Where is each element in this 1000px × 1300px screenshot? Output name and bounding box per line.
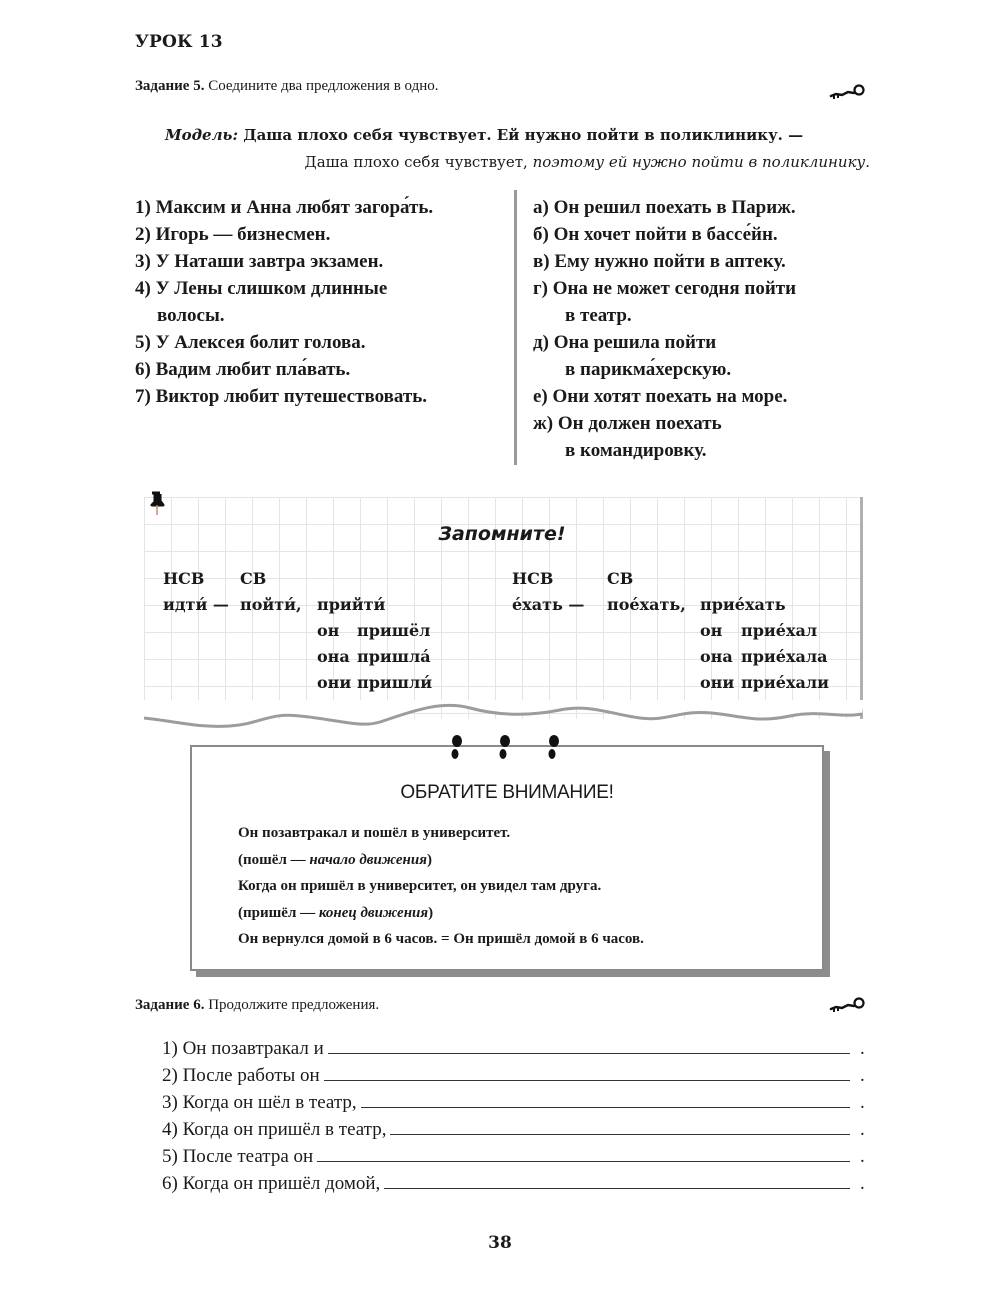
line-tail: ) <box>428 904 434 921</box>
list-item: в) Ему нужно пойти в аптеку. <box>533 251 786 272</box>
period: . <box>860 1173 865 1194</box>
model-label: Модель: <box>165 126 238 144</box>
list-item: ж) Он должен поехать <box>533 413 722 434</box>
verb-form: прие́хал <box>741 621 818 640</box>
list-item: а) Он решил поехать в Париж. <box>533 197 796 218</box>
exercise-prompt: 6) Когда он пришёл домой, <box>162 1173 381 1194</box>
sv-verb-2: прие́хать <box>700 595 786 614</box>
task6-label: Задание 6. <box>135 997 205 1013</box>
sv-verb: пойти́, <box>240 595 302 614</box>
nsv-verb: идти́ — <box>163 595 229 614</box>
answer-blank[interactable] <box>328 1052 850 1054</box>
sv-verb-2: прийти́ <box>317 595 386 614</box>
list-item-continuation: в парикма́херскую. <box>565 359 732 380</box>
line-italic: конец движения <box>318 904 429 921</box>
list-item: 4) У Лены слишком длинные <box>135 278 388 299</box>
list-item: б) Он хочет пойти в бассе́йн. <box>533 224 778 245</box>
task5-label: Задание 5. <box>135 78 205 94</box>
right-sentences-list <box>533 194 878 464</box>
pronoun: она <box>317 647 350 666</box>
pronoun: они <box>700 673 735 692</box>
pronoun: он <box>700 621 723 640</box>
attention-line <box>238 847 644 874</box>
model-line-2 <box>165 149 870 176</box>
list-item: 3) У Наташи завтра экзамен. <box>135 251 384 272</box>
line-tail: ) <box>426 851 432 868</box>
attention-lines <box>238 820 644 953</box>
answer-blank[interactable] <box>361 1106 850 1108</box>
period: . <box>860 1038 865 1059</box>
period: . <box>860 1119 865 1140</box>
fill-in-exercise <box>162 1035 872 1197</box>
exercise-row <box>162 1143 872 1170</box>
page-number: 38 <box>488 1233 512 1253</box>
answer-blank[interactable] <box>324 1079 850 1081</box>
line-text: Он позавтракал и пошёл в университет. <box>238 825 511 841</box>
column-divider <box>514 190 517 465</box>
remember-title: Запомните! <box>438 523 566 545</box>
list-item: 6) Вадим любит пла́вать. <box>135 359 351 380</box>
exercise-prompt: 3) Когда он шёл в театр, <box>162 1092 357 1113</box>
model-answer-italic: поэтому ей нужно пойти в поликлинику. <box>532 153 870 171</box>
exercise-row <box>162 1116 872 1143</box>
period: . <box>860 1146 865 1167</box>
model-example <box>165 122 870 176</box>
line-text: Он вернулся домой в 6 часов. = Он пришёл домой в 6 часов. <box>238 931 644 947</box>
nsv-verb: е́хать — <box>512 595 585 614</box>
task5-instruction: Соедините два предложения в одно. <box>208 78 439 94</box>
sv-verb: пое́хать, <box>607 595 686 614</box>
sv-label: СВ <box>240 569 267 588</box>
key-icon <box>828 995 868 1015</box>
pushpin-icon <box>148 490 168 516</box>
list-item: д) Она решила пойти <box>533 332 717 353</box>
line-italic: начало движения <box>309 851 427 868</box>
sv-label: СВ <box>607 569 634 588</box>
exercise-row <box>162 1035 872 1062</box>
attention-line <box>238 820 644 847</box>
model-sentence: Даша плохо себя чувствует. Ей нужно пойти в поликлинику. — <box>243 126 804 144</box>
answer-blank[interactable] <box>384 1187 850 1189</box>
exercise-row <box>162 1170 872 1197</box>
model-answer-plain: Даша плохо себя чувствует, <box>304 153 528 171</box>
list-item: 2) Игорь — бизнесмен. <box>135 224 331 245</box>
list-item: е) Они хотят поехать на море. <box>533 386 788 407</box>
line-text: (пришёл — <box>238 904 319 921</box>
exercise-prompt: 1) Он позавтракал и <box>162 1038 324 1059</box>
exercise-prompt: 5) После театра он <box>162 1146 314 1167</box>
footprints-icon <box>443 733 573 763</box>
list-item-continuation: в командировку. <box>565 440 707 461</box>
task6-instruction: Продолжите предложения. <box>208 997 380 1013</box>
attention-title: ОБРАТИТЕ ВНИМАНИЕ! <box>400 782 614 803</box>
line-text: Когда он пришёл в университет, он увидел там друга. <box>238 878 602 894</box>
list-item: 7) Виктор любит путешествовать. <box>135 386 427 407</box>
verb-form: прие́хала <box>741 647 828 666</box>
key-icon <box>828 82 868 102</box>
list-item-continuation: в театр. <box>565 305 632 326</box>
period: . <box>860 1092 865 1113</box>
list-item: 1) Максим и Анна любят загора́ть. <box>135 197 434 218</box>
pronoun: они <box>317 673 352 692</box>
task5-title <box>135 78 439 95</box>
attention-line <box>238 873 644 900</box>
line-text: (пошёл — <box>238 851 310 868</box>
model-line-1 <box>165 122 870 149</box>
left-sentences-list <box>135 194 510 410</box>
answer-blank[interactable] <box>317 1160 850 1162</box>
pronoun: она <box>700 647 733 666</box>
exercise-prompt: 4) Когда он пришёл в театр, <box>162 1119 387 1140</box>
period: . <box>860 1065 865 1086</box>
exercise-prompt: 2) После работы он <box>162 1065 320 1086</box>
exercise-row <box>162 1062 872 1089</box>
list-item: 5) У Алексея болит голова. <box>135 332 366 353</box>
verb-form: пришёл <box>357 621 431 640</box>
nsv-label: НСВ <box>512 569 554 588</box>
verb-form: пришли́ <box>357 673 433 692</box>
exercise-row <box>162 1089 872 1116</box>
attention-line <box>238 926 644 953</box>
list-item-continuation: волосы. <box>157 305 225 326</box>
task6-title <box>135 997 379 1014</box>
verb-form: прие́хали <box>741 673 829 692</box>
attention-line <box>238 900 644 927</box>
lesson-title: УРОК 13 <box>135 32 223 52</box>
pronoun: он <box>317 621 340 640</box>
nsv-label: НСВ <box>163 569 205 588</box>
verb-form: пришла́ <box>357 647 431 666</box>
answer-blank[interactable] <box>390 1133 850 1135</box>
list-item: г) Она не может сегодня пойти <box>533 278 797 299</box>
